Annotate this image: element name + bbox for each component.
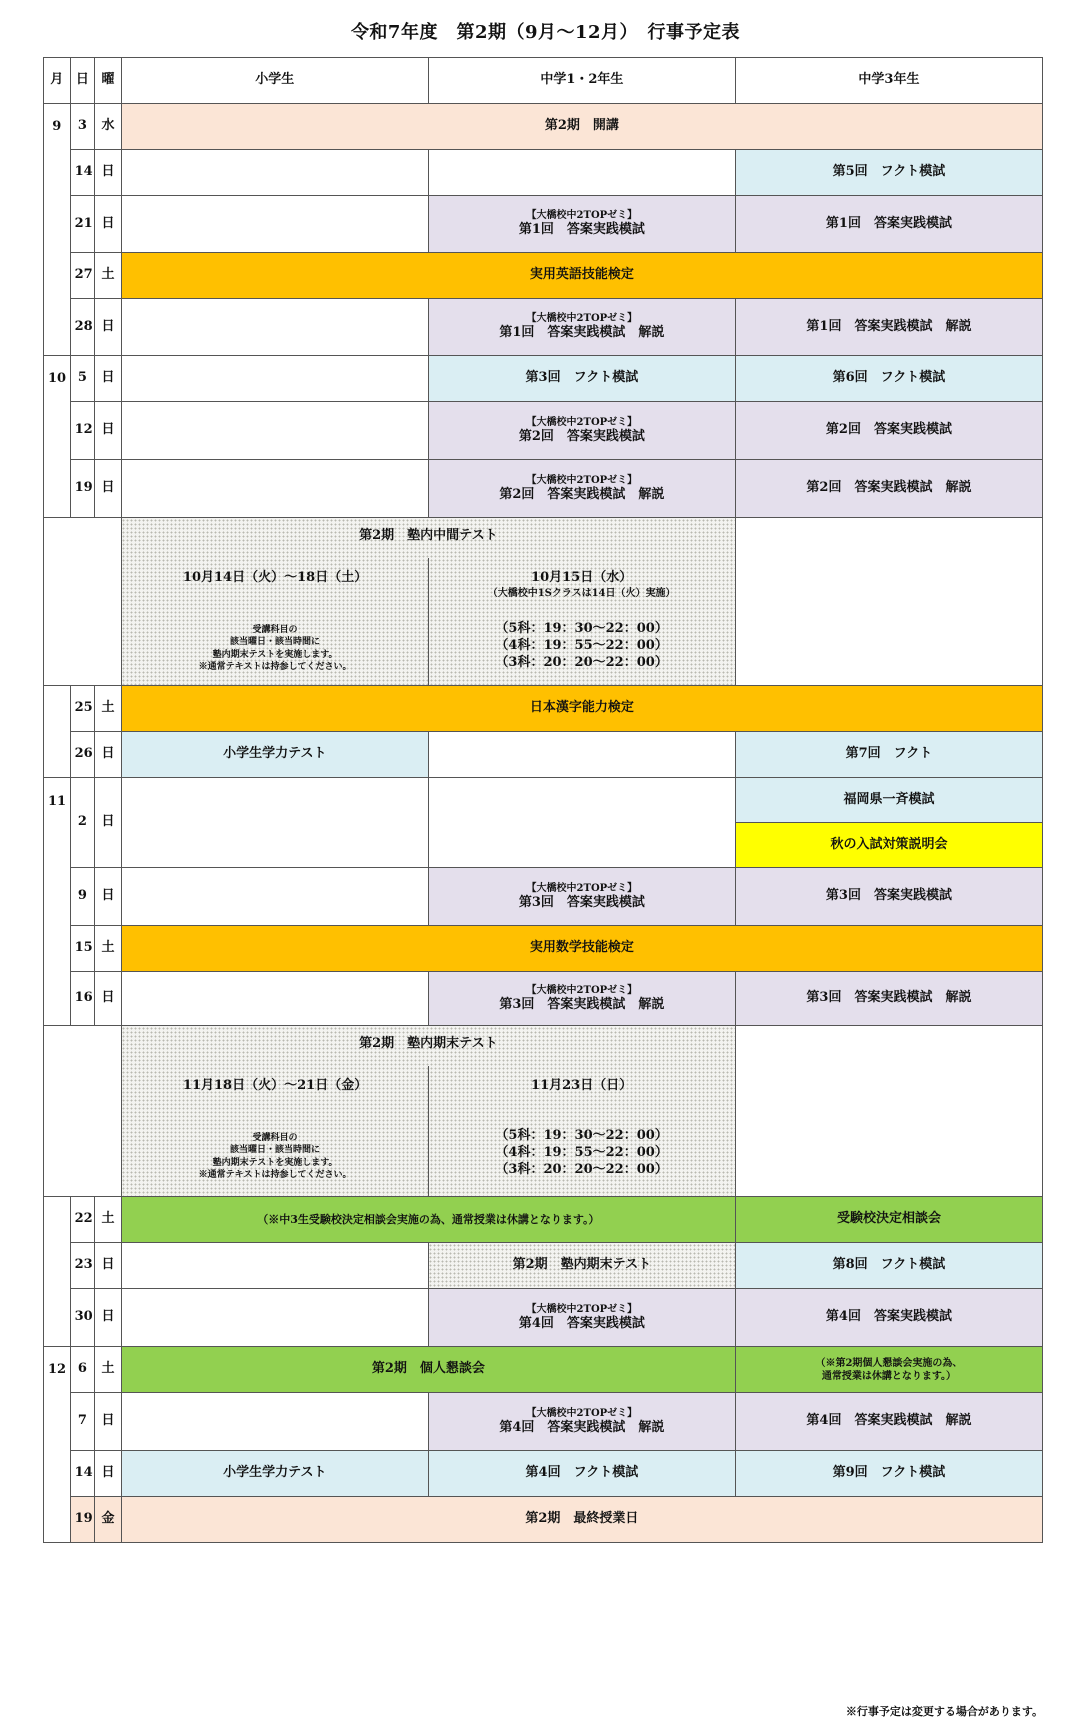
month-cell: 12: [44, 1347, 71, 1393]
note-line: 該当曜日・該当時間に: [230, 637, 321, 648]
event-jh3: 第2回 答案実践模試 解説: [735, 460, 1042, 518]
event-elementary: [121, 972, 428, 1026]
final-times: [428, 1128, 735, 1179]
event-jh12: 第2期 塾内期末テスト: [428, 1243, 735, 1289]
day-cell: 6: [70, 1347, 95, 1393]
note-line: （※第2期個人懇談会実施の為、: [815, 1357, 963, 1369]
midterm-test-row: [44, 518, 1043, 686]
event-jh12: [428, 732, 735, 778]
day-cell: 9: [70, 868, 95, 926]
event-jh3: 第1回 答案実践模試 解説: [735, 299, 1042, 356]
event-jh3: 秋の入試対策説明会: [735, 823, 1042, 868]
event-tag: 【大橋校中2TOPゼミ】: [526, 1303, 638, 1315]
table-row: [44, 1197, 1043, 1243]
event-elementary: [121, 402, 428, 460]
event-elementary: 小学生学力テスト: [121, 1451, 428, 1497]
weekday-cell: 日: [95, 1243, 122, 1289]
event-jh3: 第6回 フクト模試: [735, 356, 1042, 402]
weekday-cell: 日: [95, 732, 122, 778]
day-cell: 5: [70, 356, 95, 402]
event-label: 第3回 答案実践模試: [518, 894, 645, 910]
event-jh12: 第4回 フクト模試: [428, 1451, 735, 1497]
month-cell: [44, 972, 71, 1026]
time-line: （3科：20：20～22：00）: [495, 1162, 668, 1178]
event-jh3: 第4回 答案実践模試: [735, 1289, 1042, 1347]
month-cell: [44, 732, 71, 778]
event-label: 第2回 答案実践模試: [518, 428, 645, 444]
table-row: [44, 196, 1043, 253]
midterm-elementary-date: 10月14日（火）～18日（土）: [182, 570, 368, 585]
note-line: 受講科目の: [252, 625, 298, 636]
month-cell: [44, 868, 71, 926]
month-cell: [44, 1243, 71, 1289]
day-cell: 26: [70, 732, 95, 778]
weekday-cell: 土: [95, 926, 122, 972]
note-line: 通常授業は休講となります。）: [821, 1370, 957, 1382]
event-elementary: [121, 868, 428, 926]
header-row: [44, 58, 1043, 104]
month-cell: [44, 1289, 71, 1347]
day-cell: 22: [70, 1197, 95, 1243]
weekday-cell: 土: [95, 1197, 122, 1243]
footnote: ※行事予定は変更する場合があります。: [845, 1705, 1043, 1718]
table-row: [44, 460, 1043, 518]
date-blank: [44, 1026, 122, 1197]
final-test-row: [44, 1026, 1043, 1197]
event-jh12: [428, 868, 735, 926]
table-row: [44, 868, 1043, 926]
table-row: [44, 926, 1043, 972]
time-line: （4科：19：55～22：00）: [495, 1145, 668, 1161]
note-line: 塾内期末テストを実施します。: [212, 649, 338, 660]
time-line: （5科：19：30～22：00）: [495, 1128, 668, 1144]
event-elementary: [121, 1289, 428, 1347]
month-cell: [44, 1497, 71, 1543]
midterm-junior-high: [428, 570, 735, 671]
midterm-test-block: [121, 518, 735, 686]
event-jh3: 第1回 答案実践模試: [735, 196, 1042, 253]
header-month: 月: [44, 58, 71, 104]
weekday-cell: 日: [95, 356, 122, 402]
month-cell: 9: [44, 104, 71, 150]
day-cell: 30: [70, 1289, 95, 1347]
event-jh3: 第2回 答案実践模試: [735, 402, 1042, 460]
event-tag: 【大橋校中2TOPゼミ】: [526, 416, 638, 428]
table-row: [44, 104, 1043, 150]
table-row: [44, 778, 1043, 823]
schedule-table: [43, 57, 1043, 1543]
event-all: 実用英語技能検定: [121, 253, 1042, 299]
table-row: [44, 1243, 1043, 1289]
event-tag: 【大橋校中2TOPゼミ】: [526, 313, 638, 325]
weekday-cell: 日: [95, 1451, 122, 1497]
event-label: 第3回 答案実践模試 解説: [499, 996, 665, 1012]
weekday-cell: 金: [95, 1497, 122, 1543]
month-cell: [44, 253, 71, 299]
event-jh12: [428, 1289, 735, 1347]
month-cell: 11: [44, 778, 71, 868]
final-note: [122, 1132, 429, 1181]
event-all: 実用数学技能検定: [121, 926, 1042, 972]
final-title: 第2期 塾内期末テスト: [359, 1036, 498, 1051]
day-cell: 27: [70, 253, 95, 299]
event-jh3: [735, 1347, 1042, 1393]
event-elementary: [121, 1393, 428, 1451]
month-cell: [44, 402, 71, 460]
event-jh3: 受験校決定相談会: [735, 1197, 1042, 1243]
event-jh12: [428, 150, 735, 196]
day-cell: 7: [70, 1393, 95, 1451]
weekday-cell: 日: [95, 868, 122, 926]
note-line: 塾内期末テストを実施します。: [212, 1157, 338, 1168]
time-line: （3科：20：20～22：00）: [495, 654, 668, 670]
table-row: [44, 686, 1043, 732]
day-cell: 21: [70, 196, 95, 253]
midterm-jh-date: 10月15日（水）: [531, 570, 633, 585]
month-cell: [44, 150, 71, 196]
day-cell: 3: [70, 104, 95, 150]
weekday-cell: 日: [95, 1289, 122, 1347]
day-cell: 25: [70, 686, 95, 732]
month-cell: [44, 196, 71, 253]
day-cell: 12: [70, 402, 95, 460]
final-junior-high: [428, 1078, 735, 1179]
table-row: [44, 1347, 1043, 1393]
table-row: [44, 402, 1043, 460]
event-jh3: [735, 1026, 1042, 1197]
event-label: 第4回 答案実践模試: [518, 1315, 645, 1331]
weekday-cell: 土: [95, 1347, 122, 1393]
event-label: 第4回 答案実践模試 解説: [499, 1419, 665, 1435]
event-tag: 【大橋校中2TOPゼミ】: [526, 984, 638, 996]
day-cell: 19: [70, 1497, 95, 1543]
event-jh3: [735, 518, 1042, 686]
event-all: 第2期 最終授業日: [121, 1497, 1042, 1543]
time-line: （5科：19：30～22：00）: [495, 620, 668, 636]
table-row: [44, 356, 1043, 402]
event-jh3: 第3回 答案実践模試: [735, 868, 1042, 926]
event-all: 第2期 開講: [121, 104, 1042, 150]
table-row: [44, 253, 1043, 299]
table-row: [44, 732, 1043, 778]
event-jh3: 福岡県一斉模試: [735, 778, 1042, 823]
event-jh3: 第7回 フクト: [735, 732, 1042, 778]
month-cell: [44, 460, 71, 518]
event-elem-jh12: （※中3生受験校決定相談会実施の為、通常授業は休講となります。）: [121, 1197, 735, 1243]
event-elementary: [121, 150, 428, 196]
weekday-cell: 日: [95, 196, 122, 253]
month-cell: [44, 686, 71, 732]
event-elementary: [121, 778, 428, 868]
event-tag: 【大橋校中2TOPゼミ】: [526, 210, 638, 222]
event-jh3: 第3回 答案実践模試 解説: [735, 972, 1042, 1026]
event-label: 第2回 答案実践模試 解説: [499, 486, 665, 502]
event-elementary: [121, 196, 428, 253]
day-cell: 28: [70, 299, 95, 356]
note-line: 受講科目の: [252, 1133, 298, 1144]
midterm-jh-note: （大橋校中1Sクラスは14日（火）実施）: [487, 588, 676, 600]
month-cell: 10: [44, 356, 71, 402]
event-all: 日本漢字能力検定: [121, 686, 1042, 732]
event-tag: 【大橋校中2TOPゼミ】: [526, 474, 638, 486]
note-line: ※通常テキストは持参してください。: [198, 661, 352, 672]
event-tag: 【大橋校中2TOPゼミ】: [526, 1407, 638, 1419]
header-jh3: 中学3年生: [735, 58, 1042, 104]
event-label: 第1回 答案実践模試 解説: [499, 325, 665, 341]
weekday-cell: 水: [95, 104, 122, 150]
month-cell: [44, 1393, 71, 1451]
table-row: [44, 299, 1043, 356]
event-elem-jh12: 第2期 個人懇談会: [121, 1347, 735, 1393]
event-jh12: [428, 402, 735, 460]
header-day: 日: [70, 58, 95, 104]
month-cell: [44, 926, 71, 972]
weekday-cell: 日: [95, 1393, 122, 1451]
event-jh3: 第5回 フクト模試: [735, 150, 1042, 196]
page-title: 令和7年度 第2期（9月～12月） 行事予定表: [350, 22, 741, 43]
event-jh3: 第9回 フクト模試: [735, 1451, 1042, 1497]
final-jh-date: 11月23日（日）: [531, 1078, 633, 1093]
event-elementary: [121, 299, 428, 356]
final-elementary: [122, 1078, 429, 1181]
weekday-cell: 日: [95, 460, 122, 518]
weekday-cell: 日: [95, 150, 122, 196]
month-cell: [44, 1451, 71, 1497]
day-cell: 2: [70, 778, 95, 868]
weekday-cell: 日: [95, 402, 122, 460]
weekday-cell: 日: [95, 299, 122, 356]
day-cell: 14: [70, 150, 95, 196]
midterm-elementary: [122, 570, 429, 673]
event-jh12: [428, 196, 735, 253]
event-jh12: 第3回 フクト模試: [428, 356, 735, 402]
day-cell: 19: [70, 460, 95, 518]
midterm-note: [122, 624, 429, 673]
final-test-block: [121, 1026, 735, 1197]
event-jh12: [428, 972, 735, 1026]
table-row: [44, 1393, 1043, 1451]
weekday-cell: 日: [95, 972, 122, 1026]
event-elementary: 小学生学力テスト: [121, 732, 428, 778]
event-jh12: [428, 299, 735, 356]
event-jh12: [428, 1393, 735, 1451]
note-line: ※通常テキストは持参してください。: [198, 1169, 352, 1180]
event-elementary: [121, 356, 428, 402]
weekday-cell: 土: [95, 686, 122, 732]
event-jh3: 第4回 答案実践模試 解説: [735, 1393, 1042, 1451]
table-row: [44, 972, 1043, 1026]
header-jh12: 中学1・2年生: [428, 58, 735, 104]
event-elementary: [121, 460, 428, 518]
event-jh3: 第8回 フクト模試: [735, 1243, 1042, 1289]
date-blank: [44, 518, 122, 686]
table-row: [44, 150, 1043, 196]
event-elementary: [121, 1243, 428, 1289]
day-cell: 14: [70, 1451, 95, 1497]
time-line: （4科：19：55～22：00）: [495, 637, 668, 653]
midterm-title: 第2期 塾内中間テスト: [359, 528, 498, 543]
event-tag: 【大橋校中2TOPゼミ】: [526, 882, 638, 894]
table-row: [44, 1451, 1043, 1497]
header-elementary: 小学生: [121, 58, 428, 104]
month-cell: [44, 1197, 71, 1243]
weekday-cell: 土: [95, 253, 122, 299]
table-row: [44, 1289, 1043, 1347]
event-jh12: [428, 778, 735, 868]
weekday-cell: 日: [95, 778, 122, 868]
day-cell: 16: [70, 972, 95, 1026]
note-line: 該当曜日・該当時間に: [230, 1145, 321, 1156]
header-weekday: 曜: [95, 58, 122, 104]
event-jh12: [428, 460, 735, 518]
event-label: 第1回 答案実践模試: [518, 222, 645, 238]
midterm-times: [428, 621, 735, 672]
day-cell: 15: [70, 926, 95, 972]
day-cell: 23: [70, 1243, 95, 1289]
table-row: [44, 1497, 1043, 1543]
month-cell: [44, 299, 71, 356]
final-elementary-date: 11月18日（火）～21日（金）: [182, 1078, 368, 1093]
